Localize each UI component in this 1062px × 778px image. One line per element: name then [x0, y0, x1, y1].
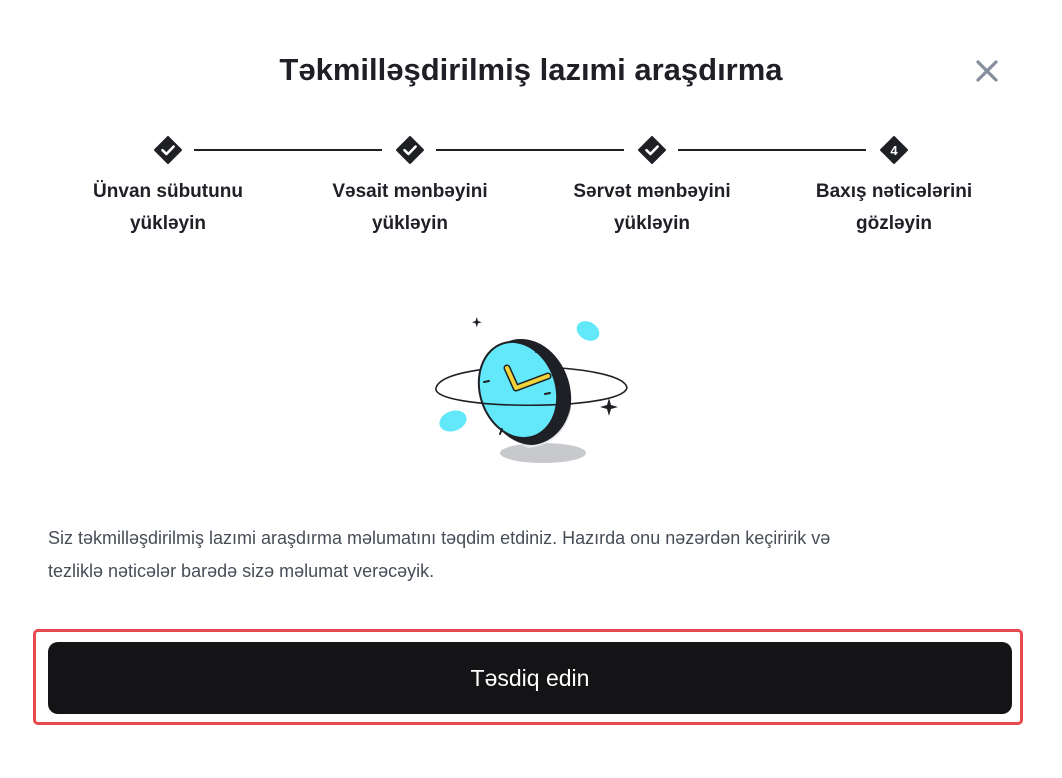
- step-label-line: gözləyin: [855, 213, 932, 234]
- check-icon: [154, 136, 182, 164]
- modal-title: Təkmilləşdirilmiş lazımi araşdırma: [279, 52, 783, 87]
- status-message: [48, 522, 1014, 588]
- step-label-line: Sərvət mənbəyini: [573, 181, 731, 202]
- step-label-line: Ünvan sübutunu: [93, 181, 243, 202]
- step-number-badge: [880, 136, 908, 164]
- step-connector: [678, 149, 866, 151]
- step-connector: [436, 149, 624, 151]
- step-label-line: Vəsait mənbəyini: [332, 181, 488, 202]
- progress-stepper: [48, 134, 1014, 244]
- step-label-line: yükləyin: [129, 213, 207, 234]
- step-connector: [194, 149, 382, 151]
- clock-icon: [424, 310, 638, 470]
- confirm-button[interactable]: Təsdiq edin: [48, 642, 1012, 714]
- step-label-line: yükləyin: [613, 213, 691, 234]
- message-line: Siz təkmilləşdirilmiş lazımi araşdırma məlumatını təqdim etdiniz. Hazırda onu nəzərdən keçiririk və: [48, 528, 831, 548]
- close-icon: [975, 59, 999, 83]
- step-label-line: yükləyin: [371, 213, 449, 234]
- step-number: 4: [890, 143, 898, 158]
- check-icon: [638, 136, 666, 164]
- step-label-line: Baxış nəticələrini: [815, 181, 973, 202]
- check-icon: [396, 136, 424, 164]
- message-line: tezliklə nəticələr barədə sizə məlumat verəcəyik.: [48, 561, 435, 581]
- close-button[interactable]: [968, 52, 1006, 90]
